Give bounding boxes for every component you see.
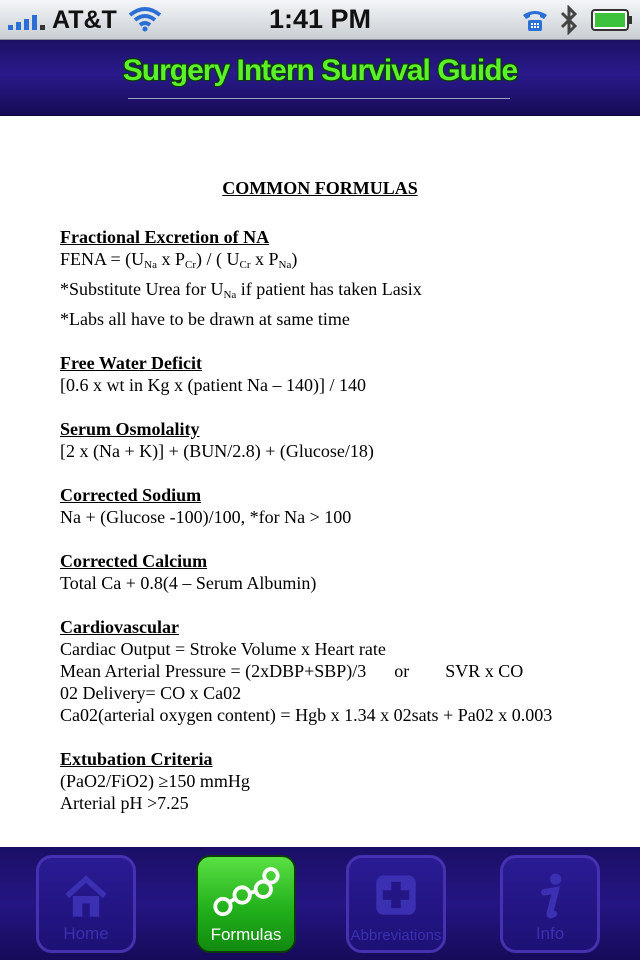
app-header <box>0 40 640 116</box>
section-corrected-calcium <box>60 550 580 594</box>
section-heading: Fractional Excretion of NA <box>60 227 270 247</box>
note-line: *Substitute Urea for $U_{Na}$ if patient has taken Lasix <box>60 279 422 301</box>
plus-icon <box>349 868 443 924</box>
section-extubation-criteria <box>60 748 580 814</box>
bluetooth-icon <box>558 5 580 35</box>
section-heading: Cardiovascular <box>60 617 179 637</box>
formula-line: Mean Arterial Pressure = (2xDBP+SBP)/3 or SVR x CO <box>60 661 524 681</box>
tab-abbreviations[interactable] <box>346 855 446 953</box>
tab-formulas[interactable] <box>196 855 296 953</box>
formula-line: 02 Delivery= CO x Ca02 <box>60 683 242 703</box>
formula-document[interactable] <box>0 116 640 847</box>
formula-sections <box>60 226 580 836</box>
section-heading: Corrected Sodium <box>60 485 202 505</box>
tab-bar <box>0 847 640 960</box>
section-cardiovascular <box>60 616 580 726</box>
tab-home[interactable] <box>36 855 136 953</box>
formula-line: Total Ca + 0.8(4 – Serum Albumin) <box>60 573 317 593</box>
tab-label: Home <box>63 924 109 943</box>
formula-line: [2 x (Na + K)] + (BUN/2.8) + (Glucose/18) <box>60 441 374 461</box>
formula-line: Cardiac Output = Stroke Volume x Heart rate <box>60 639 386 659</box>
tab-label: Abbreviations <box>350 927 442 944</box>
section-fena <box>60 226 580 330</box>
document-title: COMMON FORMULAS <box>222 178 418 198</box>
section-heading: Corrected Calcium <box>60 551 208 571</box>
formula-line: (PaO2/FiO2) ≥150 mmHg <box>60 771 250 791</box>
note-line: *Labs all have to be drawn at same time <box>60 309 350 329</box>
home-icon <box>39 868 133 924</box>
formulas-icon <box>198 867 294 923</box>
formula-line: [0.6 x wt in Kg x (patient Na – 140)] / 140 <box>60 375 366 395</box>
section-heading: Serum Osmolality <box>60 419 200 439</box>
battery-icon <box>591 9 633 31</box>
formula-line: Na + (Glucose -100)/100, *for Na > 100 <box>60 507 352 527</box>
formula-line: Ca02(arterial oxygen content) = Hgb x 1.34 x 02sats + Pa02 x 0.003 <box>60 705 553 725</box>
clock: 1:41 PM <box>268 4 372 34</box>
section-serum-osmolality <box>60 418 580 462</box>
section-heading: Extubation Criteria <box>60 749 213 769</box>
tab-info[interactable] <box>500 855 600 953</box>
tab-label: Info <box>535 924 565 943</box>
app-title: Surgery Intern Survival Guide <box>122 54 518 87</box>
tab-label: Formulas <box>210 925 282 944</box>
carrier-label: AT&T <box>52 6 117 34</box>
section-heading: Free Water Deficit <box>60 353 202 373</box>
header-divider <box>128 98 510 99</box>
info-icon <box>503 868 597 924</box>
status-bar <box>0 0 640 40</box>
section-free-water-deficit <box>60 352 580 396</box>
phone-icon <box>520 7 550 33</box>
formula-line: FENA = ($U_{Na}$ x $P_{Cr}$) / ( $U_{Cr}$ x $P_{Na}$) <box>60 249 298 271</box>
formula-line: Arterial pH >7.25 <box>60 793 189 813</box>
section-corrected-sodium <box>60 484 580 528</box>
